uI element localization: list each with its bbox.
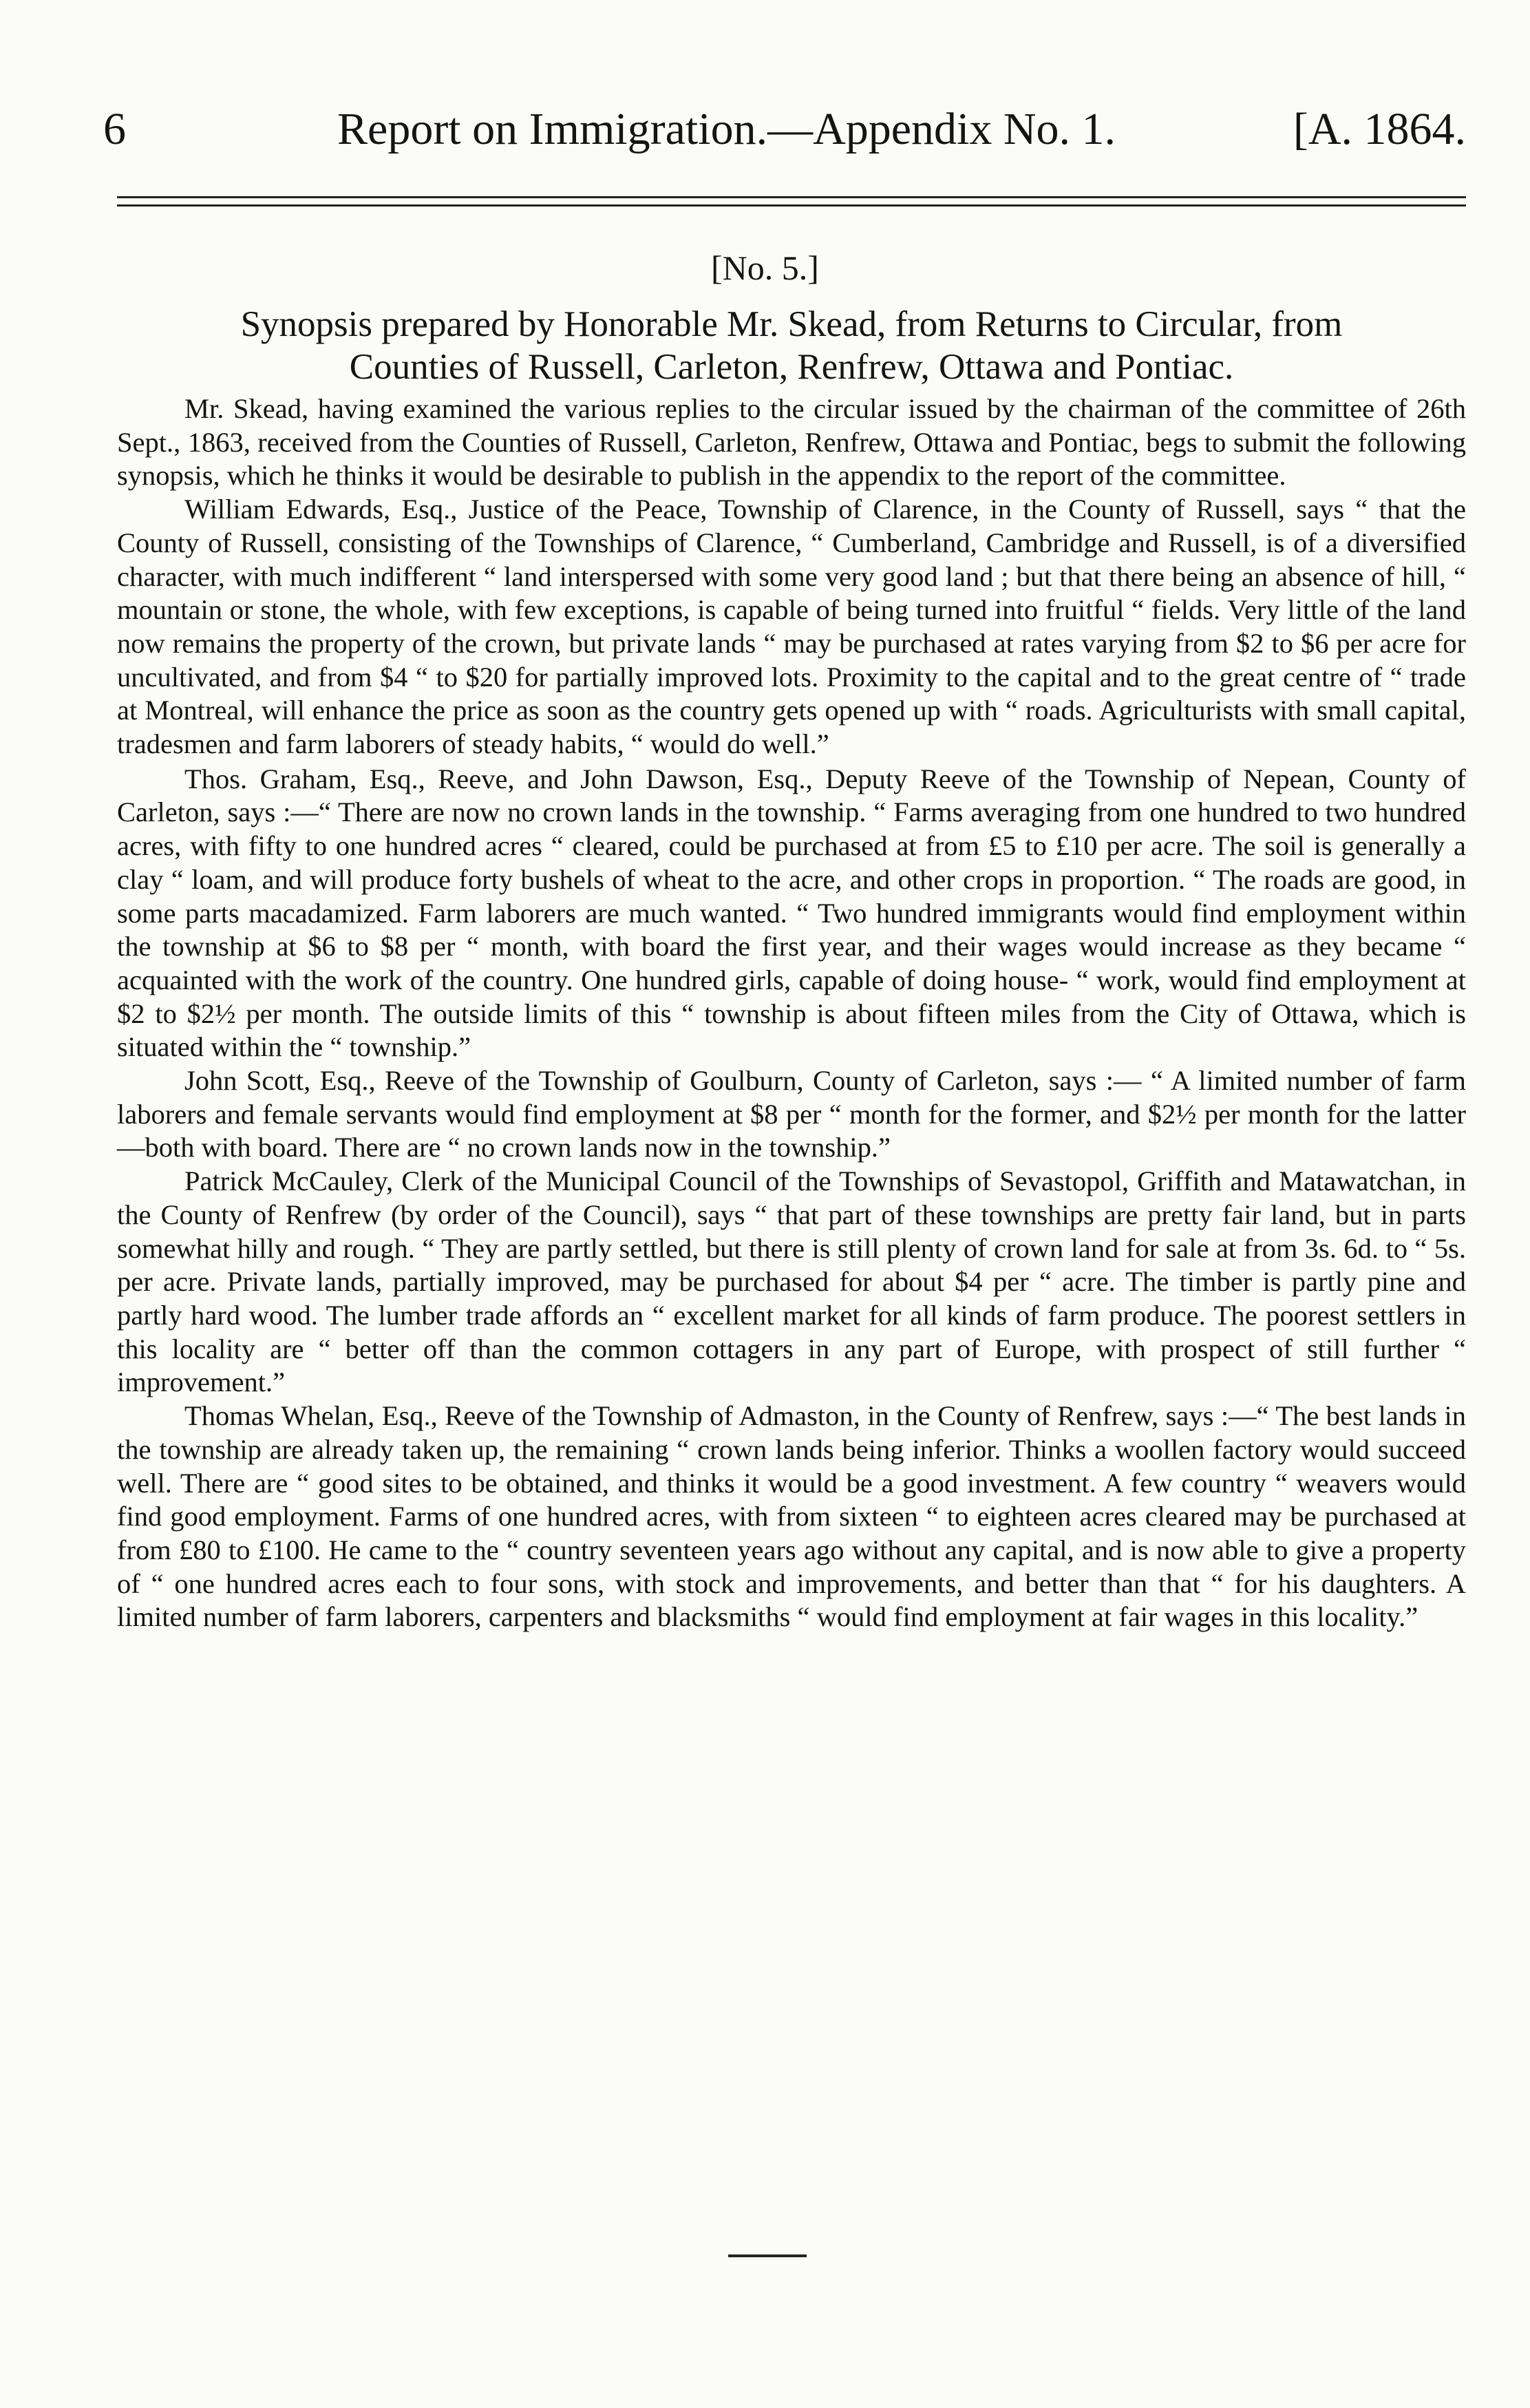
admaston-return-paragraph: Thomas Whelan, Esq., Reeve of the Township of Admaston, in the County of Renfrew, says :—“ The best lands in the township are already taken up, the remaining “ crown lands being inferior. Thinks a woollen factory would succeed well. There are “ good sites to be obtained, and thinks it would be a good investment. A few country “ weavers would find good employment. Farms of one hundred acres, with from sixteen “ to eighteen acres cleared may be purchased at from £80 to £100. He came to the “ country seventeen years ago without any capital, and is now able to give a property of “ one hundred acres each to four sons, with stock and improvements, and better than that “ for his daughters. A limited number of farm laborers, carpenters and blacksmiths “ would find employment at fair wages in this locality.”: [117, 1400, 1466, 1633]
sevastopol-return-paragraph: Patrick McCauley, Clerk of the Municipal Council of the Townships of Sevastopol, Griffith and Matawatchan, in the County of Renfrew (by order of the Council), says “ that part of these townships are pretty fair land, but in parts somewhat hilly and rough. “ They are partly settled, but there is still plenty of crown land for sale at from 3s. 6d. to “ 5s. per acre. Private lands, partially improved, may be purchased for about $4 per “ acre. The timber is partly pine and partly hard wood. The lumber trade affords an “ excellent market for all kinds of farm produce. The poorest settlers in this locality are “ better off than the common cottagers in any part of Europe, with prospect of still further “ improvement.”: [117, 1165, 1466, 1398]
nepean-return-paragraph: Thos. Graham, Esq., Reeve, and John Dawson, Esq., Deputy Reeve of the Township of Nepean, County of Carleton, says :—“ There are now no crown lands in the township. “ Farms averaging from one hundred to two hundred acres, with fifty to one hundred acres “ cleared, could be purchased at from £5 to £10 per acre. The soil is generally a clay “ loam, and will produce forty bushels of wheat to the acre, and other crops in proportion. “ The roads are good, in some parts macadamized. Farm laborers are much wanted. “ Two hundred immigrants would find employment within the township at $6 to $8 per “ month, with board the first year, and their wages would increase as they became “ acquainted with the work of the country. One hundred girls, capable of doing house- “ work, would find employment at $2 to $2½ per month. The outside limits of this “ township is about fifteen miles from the City of Ottawa, which is situated within the “ township.”: [117, 763, 1466, 1063]
document-number: [No. 5.]: [711, 249, 819, 287]
double-rule-top: [117, 196, 1466, 198]
page-number: 6: [103, 104, 126, 154]
closing-rule: [728, 2254, 807, 2257]
intro-paragraph: Mr. Skead, having examined the various replies to the circular issued by the chairman of the committee of 26th Sept., 1863, received from the Counties of Russell, Carleton, Renfrew, Ottawa and Pontiac, begs to submit the following synopsis, which he thinks it would be desirable to publish in the appendix to the report of the committee.: [117, 393, 1466, 492]
running-header: [103, 103, 1466, 165]
double-rule-bottom: [117, 204, 1466, 207]
clarence-return-paragraph: William Edwards, Esq., Justice of the Peace, Township of Clarence, in the County of Russell, says “ that the County of Russell, consisting of the Townships of Clarence, “ Cumberland, Cambridge and Russell, is of a diversified character, with much indifferent “ land interspersed with some very good land ; but that there being an absence of hill, “ mountain or stone, the whole, with few exceptions, is capable of being turned into fruitful “ fields. Very little of the land now remains the property of the crown, but private lands “ may be purchased at rates varying from $2 to $6 per acre for uncultivated, and from $4 “ to $20 for partially improved lots. Proximity to the capital and to the great centre of “ trade at Montreal, will enhance the price as soon as the country gets opened up with “ roads. Agriculturists with small capital, tradesmen and farm laborers of steady habits, “ would do well.”: [117, 494, 1466, 760]
synopsis-heading: [117, 303, 1466, 388]
report-title: Report on Immigration.—Appendix No. 1.: [337, 104, 1116, 154]
heading-line: Counties of Russell, Carleton, Renfrew, Ottawa and Pontiac.: [349, 347, 1234, 387]
goulburn-return-paragraph: John Scott, Esq., Reeve of the Township of Goulburn, County of Carleton, says :— “ A limited number of farm laborers and female servants would find employment at $8 per “ month for the former, and $2½ per month for the latter—both with board. There are “ no crown lands now in the township.”: [117, 1065, 1466, 1163]
heading-line: Synopsis prepared by Honorable Mr. Skead, from Returns to Circular, from: [240, 304, 1343, 344]
session-year: [A. 1864.: [1293, 104, 1466, 154]
report-body: [117, 392, 1466, 1634]
